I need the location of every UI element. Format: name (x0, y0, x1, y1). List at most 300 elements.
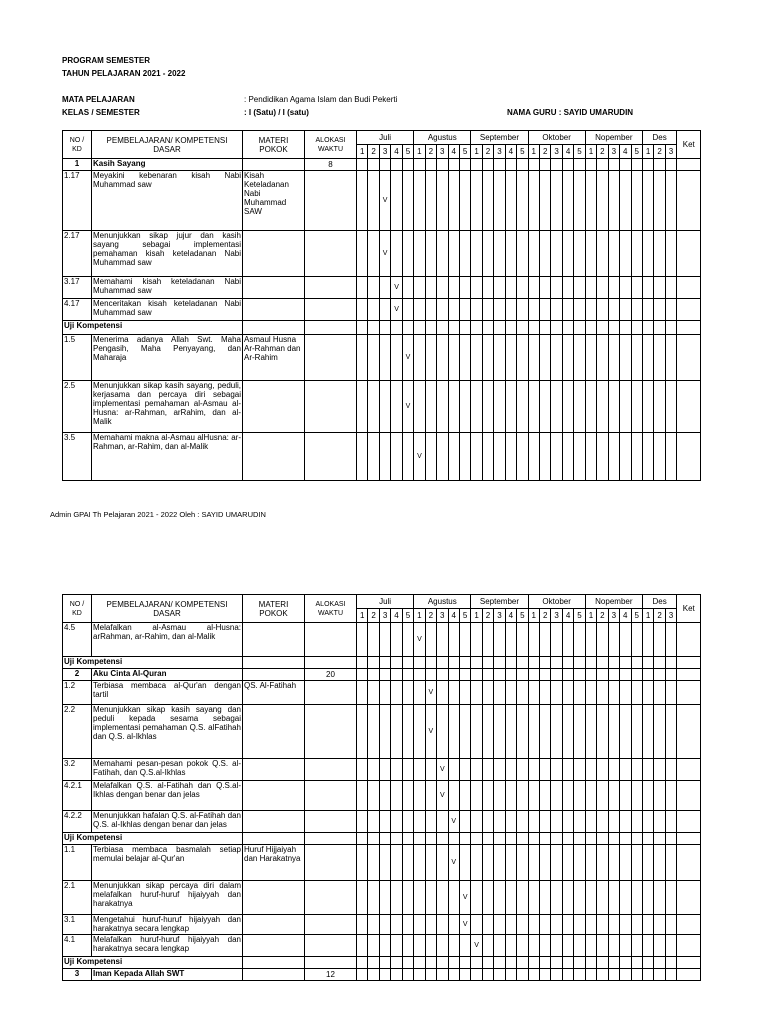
kd-number: 1.5 (63, 335, 92, 381)
week-cell (494, 159, 505, 171)
week-cell (391, 811, 402, 833)
materi-pokok (243, 705, 305, 759)
week-cell (368, 811, 379, 833)
head-materi (243, 595, 305, 623)
week-cell (517, 969, 528, 981)
materi-pokok (243, 759, 305, 781)
week-cell (528, 657, 539, 669)
week-cell (357, 935, 368, 957)
week-cell (654, 657, 665, 669)
week-cell (528, 781, 539, 811)
week-cell (437, 881, 448, 915)
table-row (63, 935, 701, 957)
week-cell (379, 705, 390, 759)
week-cell (642, 681, 653, 705)
week-cell (517, 231, 528, 277)
week-number: 3 (608, 609, 619, 623)
week-cell (597, 335, 608, 381)
week-cell (528, 433, 539, 481)
kompetensi-text: Melafalkan Q.S. al-Fatihah dan Q.S.al-Ikhlas dengan benar dan jelas (92, 781, 243, 811)
kompetensi-text: Menunjukkan sikap jujur dan kasih sayang sebagai implementasi pemahaman kisah keteladanan Nabi Muhammad saw (92, 231, 243, 277)
ket-cell (677, 681, 701, 705)
week-cell (665, 381, 676, 433)
week-cell (574, 433, 585, 481)
week-cell (642, 969, 653, 981)
week-cell (608, 623, 619, 657)
week-cell (391, 231, 402, 277)
week-cell (448, 277, 459, 299)
week-cell (391, 705, 402, 759)
schedule-mark: V (417, 636, 422, 643)
week-cell (482, 759, 493, 781)
week-number: 2 (368, 609, 379, 623)
ket-cell (677, 669, 701, 681)
week-cell (414, 335, 425, 381)
week-number: 3 (665, 145, 676, 159)
week-number: 2 (597, 145, 608, 159)
table-row (63, 681, 701, 705)
week-cell (494, 969, 505, 981)
week-cell (585, 915, 596, 935)
week-cell (620, 969, 631, 981)
week-cell (551, 299, 562, 321)
week-cell (608, 335, 619, 381)
week-cell (437, 969, 448, 981)
materi-pokok (243, 231, 305, 277)
week-number: 4 (505, 609, 516, 623)
week-cell (482, 811, 493, 833)
alokasi-cell (305, 781, 357, 811)
week-cell (482, 915, 493, 935)
week-cell (517, 381, 528, 433)
week-cell (665, 833, 676, 845)
week-cell (540, 681, 551, 705)
week-cell (505, 231, 516, 277)
week-cell (528, 669, 539, 681)
uji-kompetensi-row (63, 657, 701, 669)
week-cell (357, 159, 368, 171)
kd-number: 1.1 (63, 845, 92, 881)
week-cell (551, 381, 562, 433)
week-cell (437, 321, 448, 335)
table-row (63, 759, 701, 781)
week-cell (620, 759, 631, 781)
week-cell (528, 231, 539, 277)
week-cell (608, 915, 619, 935)
week-cell (620, 811, 631, 833)
week-cell (505, 433, 516, 481)
alokasi-cell (305, 915, 357, 935)
week-cell (391, 657, 402, 669)
schedule-mark: V (462, 921, 468, 928)
week-number: 1 (414, 609, 425, 623)
week-cell (642, 433, 653, 481)
week-cell (425, 935, 436, 957)
week-cell (425, 845, 436, 881)
ket-cell (677, 231, 701, 277)
ket-cell (677, 881, 701, 915)
week-cell (517, 833, 528, 845)
kompetensi-text: Menunjukkan sikap kasih sayang, peduli, kerjasama dan percaya diri sebagai implementasi pemahaman al-Asmau al-Husna: ar-Rahman, arRahim, dan al-Malik (92, 381, 243, 433)
week-cell (654, 299, 665, 321)
week-cell (425, 159, 436, 171)
week-cell (425, 299, 436, 321)
week-cell (631, 881, 642, 915)
head-ket (677, 131, 701, 159)
week-cell (517, 915, 528, 935)
week-cell (642, 321, 653, 335)
week-cell (448, 957, 459, 969)
week-cell (551, 845, 562, 881)
week-cell (379, 811, 390, 833)
week-cell (471, 833, 482, 845)
week-cell (482, 321, 493, 335)
week-cell (631, 669, 642, 681)
week-cell (368, 915, 379, 935)
teacher-name: NAMA GURU : SAYID UMARUDIN (507, 108, 634, 117)
ket-cell (677, 277, 701, 299)
week-cell (379, 623, 390, 657)
week-cell (528, 335, 539, 381)
alokasi-value: 8 (305, 159, 357, 171)
week-cell (665, 623, 676, 657)
week-number: 2 (597, 609, 608, 623)
week-cell (574, 705, 585, 759)
week-number: 3 (494, 145, 505, 159)
week-cell (574, 957, 585, 969)
week-cell (540, 321, 551, 335)
week-cell (494, 657, 505, 669)
week-cell (574, 231, 585, 277)
week-cell (620, 705, 631, 759)
week-cell (642, 335, 653, 381)
week-cell (631, 759, 642, 781)
head-alokasi-line1: ALOKASI (315, 136, 346, 144)
week-cell (665, 657, 676, 669)
week-cell (585, 171, 596, 231)
week-cell (585, 705, 596, 759)
week-number: 3 (379, 609, 390, 623)
week-cell (505, 759, 516, 781)
week-cell (368, 759, 379, 781)
week-cell (482, 705, 493, 759)
week-number: 3 (379, 145, 390, 159)
kompetensi-text: Menerima adanya Allah Swt. Maha Pengasih, Maha Penyayang, dan Maharaja (92, 335, 243, 381)
head-materi (243, 131, 305, 159)
week-cell (379, 957, 390, 969)
week-cell (528, 381, 539, 433)
ket-cell (677, 299, 701, 321)
kd-number: 3.2 (63, 759, 92, 781)
subject-value: : Pendidikan Agama Islam dan Budi Pekerti (244, 95, 398, 104)
week-cell (620, 381, 631, 433)
week-cell (391, 681, 402, 705)
head-no-line1: NO / (69, 600, 85, 608)
week-cell (517, 669, 528, 681)
week-cell (425, 381, 436, 433)
week-cell (620, 935, 631, 957)
week-cell (654, 935, 665, 957)
week-cell (425, 957, 436, 969)
week-cell (608, 845, 619, 881)
week-cell (608, 231, 619, 277)
materi-pokok (243, 277, 305, 299)
week-cell (471, 811, 482, 833)
week-cell (482, 335, 493, 381)
chapter-row (63, 969, 701, 981)
alokasi-cell (305, 845, 357, 881)
table-row (63, 881, 701, 915)
week-cell (654, 277, 665, 299)
week-number: 5 (574, 145, 585, 159)
week-cell (357, 433, 368, 481)
week-cell (494, 299, 505, 321)
week-cell (620, 335, 631, 381)
kd-number: 2.17 (63, 231, 92, 277)
week-cell (654, 171, 665, 231)
week-cell (505, 705, 516, 759)
chapter-title: Kasih Sayang (92, 159, 243, 171)
week-cell (597, 669, 608, 681)
week-cell (631, 833, 642, 845)
week-cell (551, 159, 562, 171)
week-cell (654, 705, 665, 759)
week-cell (620, 277, 631, 299)
week-cell (505, 335, 516, 381)
table-row (63, 705, 701, 759)
week-cell (471, 321, 482, 335)
week-cell (574, 969, 585, 981)
week-cell (402, 623, 413, 657)
week-cell (402, 759, 413, 781)
week-cell (471, 705, 482, 759)
week-number: 1 (642, 145, 653, 159)
week-cell (482, 299, 493, 321)
week-cell (562, 681, 573, 705)
week-cell (437, 705, 448, 759)
week-cell (665, 681, 676, 705)
week-cell (459, 657, 470, 669)
week-cell (459, 915, 470, 935)
chapter-row (63, 159, 701, 171)
week-cell (574, 159, 585, 171)
week-number: 3 (551, 145, 562, 159)
alokasi-cell (305, 335, 357, 381)
week-cell (631, 433, 642, 481)
week-cell (505, 845, 516, 881)
kd-number: 4.2.1 (63, 781, 92, 811)
week-number: 5 (517, 609, 528, 623)
ket-cell (677, 381, 701, 433)
week-cell (631, 657, 642, 669)
week-cell (391, 845, 402, 881)
week-cell (574, 669, 585, 681)
week-cell (540, 669, 551, 681)
week-cell (505, 681, 516, 705)
week-cell (642, 833, 653, 845)
head-no-line2: KD (72, 609, 82, 617)
week-cell (585, 231, 596, 277)
week-cell (540, 781, 551, 811)
week-cell (551, 681, 562, 705)
head-kompetensi-line1: PEMBELAJARAN/ KOMPETENSI (106, 135, 228, 145)
week-cell (665, 159, 676, 171)
week-cell (414, 669, 425, 681)
week-cell (494, 623, 505, 657)
week-cell (551, 811, 562, 833)
week-cell (505, 881, 516, 915)
week-cell (597, 623, 608, 657)
week-cell (437, 171, 448, 231)
materi-pokok (243, 299, 305, 321)
week-cell (414, 969, 425, 981)
table-row (63, 623, 701, 657)
week-cell (425, 321, 436, 335)
week-cell (459, 171, 470, 231)
week-cell (665, 811, 676, 833)
materi-cell (243, 833, 305, 845)
week-cell (608, 833, 619, 845)
week-cell (357, 957, 368, 969)
week-cell (505, 915, 516, 935)
doc-year: TAHUN PELAJARAN 2021 - 2022 (62, 69, 186, 78)
alokasi-cell (305, 881, 357, 915)
schedule-mark: V (428, 728, 434, 735)
ket-cell (677, 623, 701, 657)
week-cell (437, 159, 448, 171)
week-cell (448, 299, 459, 321)
head-alokasi-line2: WAKTU (317, 145, 344, 153)
week-cell (448, 759, 459, 781)
week-cell (540, 705, 551, 759)
week-cell (505, 321, 516, 335)
week-cell (540, 935, 551, 957)
week-cell (459, 381, 470, 433)
week-cell (574, 277, 585, 299)
materi-pokok: Huruf Hijjaiyah dan Harakatnya (243, 845, 305, 881)
alokasi-value: 20 (305, 669, 357, 681)
week-cell (540, 845, 551, 881)
week-cell (379, 669, 390, 681)
week-cell (585, 669, 596, 681)
week-cell (654, 335, 665, 381)
week-number: 4 (448, 145, 459, 159)
week-cell (665, 321, 676, 335)
week-cell (391, 299, 402, 321)
ket-cell (677, 159, 701, 171)
table-row (63, 299, 701, 321)
week-cell (631, 845, 642, 881)
week-cell (494, 321, 505, 335)
week-cell (528, 845, 539, 881)
week-cell (528, 759, 539, 781)
week-cell (528, 623, 539, 657)
week-cell (494, 705, 505, 759)
week-cell (425, 833, 436, 845)
week-cell (437, 231, 448, 277)
alokasi-cell (305, 381, 357, 433)
week-cell (517, 881, 528, 915)
chapter-title: Iman Kepada Allah SWT (92, 969, 243, 981)
week-cell (597, 231, 608, 277)
uji-kompetensi-row (63, 957, 701, 969)
week-cell (368, 845, 379, 881)
kd-number: 4.5 (63, 623, 92, 657)
week-cell (494, 669, 505, 681)
month-header: Des (642, 131, 676, 145)
week-cell (437, 669, 448, 681)
week-number: 1 (357, 609, 368, 623)
week-cell (379, 171, 390, 231)
chapter-number: 1 (63, 159, 92, 171)
week-cell (505, 811, 516, 833)
week-cell (368, 881, 379, 915)
week-cell (471, 231, 482, 277)
week-number: 5 (631, 145, 642, 159)
month-header: Oktober (528, 131, 585, 145)
week-cell (391, 833, 402, 845)
materi-cell (243, 321, 305, 335)
week-cell (562, 381, 573, 433)
week-cell (425, 759, 436, 781)
week-cell (562, 881, 573, 915)
week-cell (574, 811, 585, 833)
week-cell (402, 657, 413, 669)
ket-cell (677, 957, 701, 969)
week-number: 2 (540, 145, 551, 159)
week-cell (368, 433, 379, 481)
week-cell (368, 657, 379, 669)
ket-cell (677, 433, 701, 481)
materi-pokok (243, 915, 305, 935)
week-cell (448, 915, 459, 935)
head-ket-line1: Ket (682, 140, 695, 149)
week-cell (402, 681, 413, 705)
week-cell (459, 681, 470, 705)
week-cell (574, 833, 585, 845)
week-cell (471, 969, 482, 981)
week-cell (402, 969, 413, 981)
program-table-2 (62, 594, 701, 981)
week-cell (551, 171, 562, 231)
week-cell (574, 915, 585, 935)
week-cell (551, 335, 562, 381)
week-cell (459, 935, 470, 957)
week-number: 1 (471, 145, 482, 159)
week-cell (357, 321, 368, 335)
week-cell (562, 171, 573, 231)
week-cell (379, 321, 390, 335)
week-cell (459, 811, 470, 833)
week-cell (642, 171, 653, 231)
week-number: 3 (551, 609, 562, 623)
alokasi-cell (305, 705, 357, 759)
week-number: 2 (482, 145, 493, 159)
week-cell (631, 381, 642, 433)
week-cell (631, 171, 642, 231)
materi-cell (243, 159, 305, 171)
week-number: 2 (482, 609, 493, 623)
week-cell (642, 915, 653, 935)
alokasi-cell (305, 623, 357, 657)
week-cell (368, 171, 379, 231)
week-number: 2 (368, 145, 379, 159)
week-number: 5 (459, 609, 470, 623)
week-cell (448, 935, 459, 957)
week-cell (597, 957, 608, 969)
kd-number: 1.2 (63, 681, 92, 705)
month-header: September (471, 595, 528, 609)
